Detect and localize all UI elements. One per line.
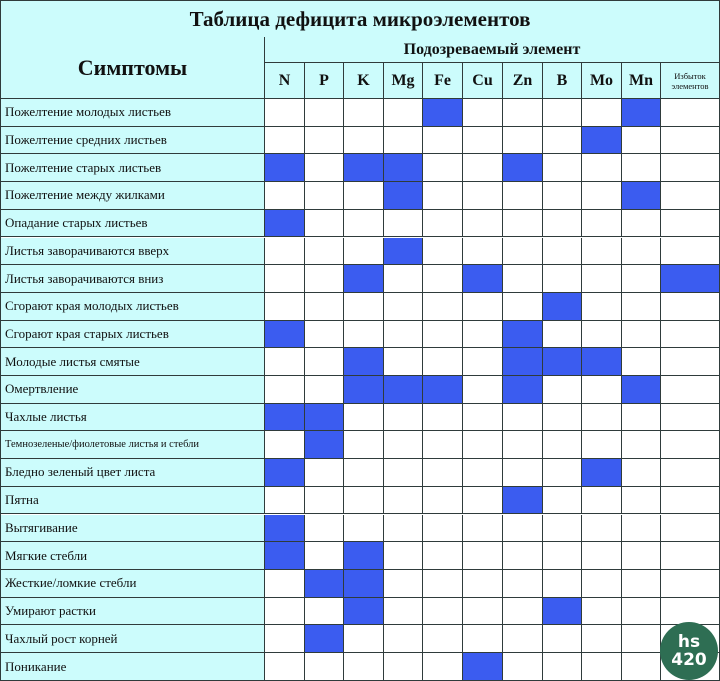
column-header: K [344, 63, 384, 99]
table-cell [463, 515, 503, 543]
table-cell [503, 293, 543, 321]
table-cell [463, 293, 503, 321]
table-cell [622, 238, 661, 266]
table-cell [463, 598, 503, 626]
table-cell [622, 487, 661, 515]
table-cell [305, 265, 344, 293]
deficiency-mark [423, 376, 463, 404]
table-cell [543, 542, 582, 570]
table-cell [661, 321, 719, 349]
table-cell [543, 182, 582, 210]
symptom-label: Пожелтение средних листьев [1, 127, 265, 155]
table-cell [265, 238, 305, 266]
table-cell [423, 238, 463, 266]
table-cell [305, 653, 344, 680]
deficiency-mark [344, 542, 384, 570]
table-cell [543, 238, 582, 266]
table-cell [423, 154, 463, 182]
column-header: B [543, 63, 582, 99]
symptom-label: Жесткие/ломкие стебли [1, 570, 265, 598]
column-header: Fe [423, 63, 463, 99]
table-cell [543, 625, 582, 653]
hs420-logo [660, 622, 718, 680]
symptom-label: Молодые листья смятые [1, 348, 265, 376]
table-cell [503, 265, 543, 293]
symptom-label: Умирают растки [1, 598, 265, 626]
table-cell [423, 321, 463, 349]
table-cell [344, 487, 384, 515]
symptom-label: Вытягивание [1, 515, 265, 543]
symptom-label: Сгорают края молодых листьев [1, 293, 265, 321]
table-cell [661, 210, 719, 238]
table-cell [384, 459, 423, 487]
table-cell [582, 210, 622, 238]
symptom-label: Листья заворачиваются вниз [1, 265, 265, 293]
table-cell [305, 459, 344, 487]
table-cell [344, 431, 384, 459]
table-cell [543, 653, 582, 680]
table-cell [423, 515, 463, 543]
table-cell [622, 598, 661, 626]
table-cell [305, 348, 344, 376]
table-cell [543, 459, 582, 487]
table-cell [384, 293, 423, 321]
table-cell [344, 459, 384, 487]
table-cell [384, 431, 423, 459]
table-cell [265, 127, 305, 155]
table-cell [543, 376, 582, 404]
table-cell [265, 487, 305, 515]
table-cell [582, 154, 622, 182]
table-cell [463, 238, 503, 266]
table-cell [463, 154, 503, 182]
deficiency-mark [265, 459, 305, 487]
table-title: Таблица дефицита микроэлементов [1, 1, 719, 38]
deficiency-mark [384, 376, 423, 404]
logo-line2: 420 [671, 650, 707, 670]
table-cell [463, 625, 503, 653]
table-cell [305, 99, 344, 127]
table-cell [622, 293, 661, 321]
table-cell [543, 570, 582, 598]
table-cell [305, 376, 344, 404]
table-cell [384, 625, 423, 653]
symptom-label: Опадание старых листьев [1, 210, 265, 238]
table-cell [384, 321, 423, 349]
deficiency-mark [661, 265, 719, 293]
table-cell [463, 348, 503, 376]
table-cell [622, 459, 661, 487]
deficiency-mark [344, 570, 384, 598]
table-cell [582, 99, 622, 127]
table-cell [503, 210, 543, 238]
table-cell [423, 210, 463, 238]
table-cell [582, 625, 622, 653]
table-cell [582, 431, 622, 459]
deficiency-mark [503, 321, 543, 349]
table-cell [344, 404, 384, 432]
table-cell [661, 487, 719, 515]
symptom-label: Сгорают края старых листьев [1, 321, 265, 349]
table-cell [384, 570, 423, 598]
table-cell [423, 265, 463, 293]
table-cell [582, 293, 622, 321]
table-cell [384, 487, 423, 515]
table-cell [543, 154, 582, 182]
table-cell [265, 99, 305, 127]
table-cell [503, 570, 543, 598]
deficiency-mark [344, 348, 384, 376]
table-cell [463, 487, 503, 515]
table-cell [384, 653, 423, 680]
deficiency-mark [265, 154, 305, 182]
table-cell [503, 542, 543, 570]
symptom-label: Бледно зеленый цвет листа [1, 459, 265, 487]
deficiency-mark [503, 348, 543, 376]
table-cell [265, 598, 305, 626]
deficiency-mark [305, 570, 344, 598]
table-cell [582, 321, 622, 349]
table-cell [423, 182, 463, 210]
table-cell [384, 99, 423, 127]
logo-line1: hs [677, 632, 701, 652]
table-cell [384, 598, 423, 626]
table-cell [503, 598, 543, 626]
table-cell [423, 653, 463, 680]
table-cell [423, 404, 463, 432]
column-header: Mg [384, 63, 423, 99]
table-cell [344, 127, 384, 155]
table-cell [622, 404, 661, 432]
table-cell [265, 653, 305, 680]
deficiency-mark [622, 376, 661, 404]
deficiency-mark [344, 598, 384, 626]
table-cell [543, 321, 582, 349]
table-cell [582, 404, 622, 432]
table-cell [582, 265, 622, 293]
symptom-label: Мягкие стебли [1, 542, 265, 570]
deficiency-mark [384, 182, 423, 210]
table-cell [503, 127, 543, 155]
table-cell [344, 321, 384, 349]
symptom-label: Пожелтение старых листьев [1, 154, 265, 182]
table-cell [344, 515, 384, 543]
table-cell [463, 542, 503, 570]
table-cell [344, 653, 384, 680]
table-cell [622, 265, 661, 293]
symptoms-header: Симптомы [1, 37, 265, 99]
table-cell [503, 238, 543, 266]
table-cell [265, 182, 305, 210]
deficiency-mark [265, 542, 305, 570]
table-cell [305, 238, 344, 266]
table-cell [423, 431, 463, 459]
symptom-label: Поникание [1, 653, 265, 680]
table-cell [661, 404, 719, 432]
table-cell [423, 598, 463, 626]
table-cell [661, 127, 719, 155]
table-cell [503, 431, 543, 459]
table-cell [344, 210, 384, 238]
table-cell [503, 459, 543, 487]
deficiency-mark [503, 487, 543, 515]
table-cell [463, 404, 503, 432]
table-cell [463, 376, 503, 404]
column-header: Zn [503, 63, 543, 99]
table-cell [463, 570, 503, 598]
table-cell [582, 238, 622, 266]
deficiency-mark [344, 376, 384, 404]
table-cell [503, 99, 543, 127]
symptom-label: Чахлый рост корней [1, 625, 265, 653]
table-cell [423, 625, 463, 653]
table-cell [423, 570, 463, 598]
table-cell [423, 348, 463, 376]
deficiency-mark [543, 293, 582, 321]
table-cell [661, 515, 719, 543]
deficiency-mark [305, 431, 344, 459]
table-cell [503, 515, 543, 543]
element-header: Подозреваемый элемент [265, 37, 719, 63]
table-cell [582, 182, 622, 210]
table-cell [305, 293, 344, 321]
table-cell [503, 653, 543, 680]
table-cell [622, 210, 661, 238]
table-cell [661, 459, 719, 487]
table-cell [543, 515, 582, 543]
symptom-label: Пожелтение между жилками [1, 182, 265, 210]
table-cell [305, 487, 344, 515]
table-cell [305, 598, 344, 626]
symptom-label: Темнозеленые/фиолетовые листья и стебли [1, 431, 265, 459]
table-cell [543, 99, 582, 127]
table-cell [384, 404, 423, 432]
deficiency-mark [344, 265, 384, 293]
table-cell [543, 487, 582, 515]
table-cell [543, 210, 582, 238]
deficiency-mark [384, 238, 423, 266]
column-header: Избыток элементов [661, 63, 719, 99]
table-cell [622, 515, 661, 543]
table-cell [265, 376, 305, 404]
table-cell [305, 542, 344, 570]
table-cell [661, 542, 719, 570]
table-cell [622, 154, 661, 182]
table-cell [265, 265, 305, 293]
deficiency-mark [265, 404, 305, 432]
table-cell [622, 542, 661, 570]
table-cell [503, 625, 543, 653]
table-cell [661, 293, 719, 321]
table-cell [582, 376, 622, 404]
table-cell [582, 487, 622, 515]
table-cell [344, 293, 384, 321]
table-cell [622, 431, 661, 459]
table-cell [384, 515, 423, 543]
deficiency-mark [543, 348, 582, 376]
symptom-label: Листья заворачиваются вверх [1, 238, 265, 266]
deficiency-mark [622, 182, 661, 210]
table-cell [622, 625, 661, 653]
table-cell [582, 598, 622, 626]
table-cell [503, 182, 543, 210]
table-cell [305, 210, 344, 238]
symptom-label: Пятна [1, 487, 265, 515]
symptom-label: Чахлые листья [1, 404, 265, 432]
symptom-label: Омертвление [1, 376, 265, 404]
table-cell [384, 210, 423, 238]
table-cell [463, 321, 503, 349]
table-cell [622, 127, 661, 155]
table-cell [384, 348, 423, 376]
deficiency-mark [582, 459, 622, 487]
table-cell [463, 210, 503, 238]
deficiency-mark [423, 99, 463, 127]
table-cell [423, 127, 463, 155]
table-cell [384, 127, 423, 155]
table-cell [305, 154, 344, 182]
table-cell [543, 127, 582, 155]
table-cell [344, 238, 384, 266]
deficiency-mark [503, 154, 543, 182]
table-cell [661, 154, 719, 182]
table-cell [622, 653, 661, 680]
column-header: Mo [582, 63, 622, 99]
table-cell [503, 404, 543, 432]
deficiency-mark [265, 321, 305, 349]
table-cell [622, 348, 661, 376]
table-cell [305, 515, 344, 543]
column-header: N [265, 63, 305, 99]
deficiency-mark [305, 625, 344, 653]
table-cell [661, 238, 719, 266]
table-cell [463, 431, 503, 459]
table-cell [344, 182, 384, 210]
table-cell [423, 459, 463, 487]
table-cell [661, 348, 719, 376]
table-cell [265, 293, 305, 321]
table-cell [344, 625, 384, 653]
table-cell [344, 99, 384, 127]
table-cell [265, 348, 305, 376]
table-cell [661, 431, 719, 459]
table-cell [384, 265, 423, 293]
symptom-label: Пожелтение молодых листьев [1, 99, 265, 127]
table-cell [463, 459, 503, 487]
table-cell [423, 542, 463, 570]
table-cell [661, 376, 719, 404]
deficiency-mark [503, 376, 543, 404]
table-cell [543, 404, 582, 432]
table-cell [661, 570, 719, 598]
deficiency-mark [622, 99, 661, 127]
table-cell [463, 127, 503, 155]
column-header: P [305, 63, 344, 99]
column-header: Mn [622, 63, 661, 99]
column-header: Cu [463, 63, 503, 99]
deficiency-mark [582, 127, 622, 155]
table-cell [582, 542, 622, 570]
deficiency-mark [463, 265, 503, 293]
deficiency-mark [384, 154, 423, 182]
table-cell [582, 653, 622, 680]
table-cell [622, 321, 661, 349]
deficiency-mark [265, 210, 305, 238]
table-cell [305, 321, 344, 349]
table-cell [463, 99, 503, 127]
table-cell [622, 570, 661, 598]
table-cell [463, 182, 503, 210]
deficiency-mark [305, 404, 344, 432]
deficiency-mark [463, 653, 503, 680]
deficiency-mark [344, 154, 384, 182]
table-cell [582, 515, 622, 543]
table-cell [384, 542, 423, 570]
deficiency-mark [543, 598, 582, 626]
table-cell [305, 182, 344, 210]
deficiency-mark [265, 515, 305, 543]
table-cell [305, 127, 344, 155]
table-cell [543, 431, 582, 459]
table-cell [423, 293, 463, 321]
table-cell [582, 570, 622, 598]
table-cell [543, 265, 582, 293]
table-cell [265, 431, 305, 459]
table-cell [661, 182, 719, 210]
table-cell [265, 625, 305, 653]
table-cell [423, 487, 463, 515]
deficiency-mark [582, 348, 622, 376]
table-cell [265, 570, 305, 598]
table-cell [661, 99, 719, 127]
